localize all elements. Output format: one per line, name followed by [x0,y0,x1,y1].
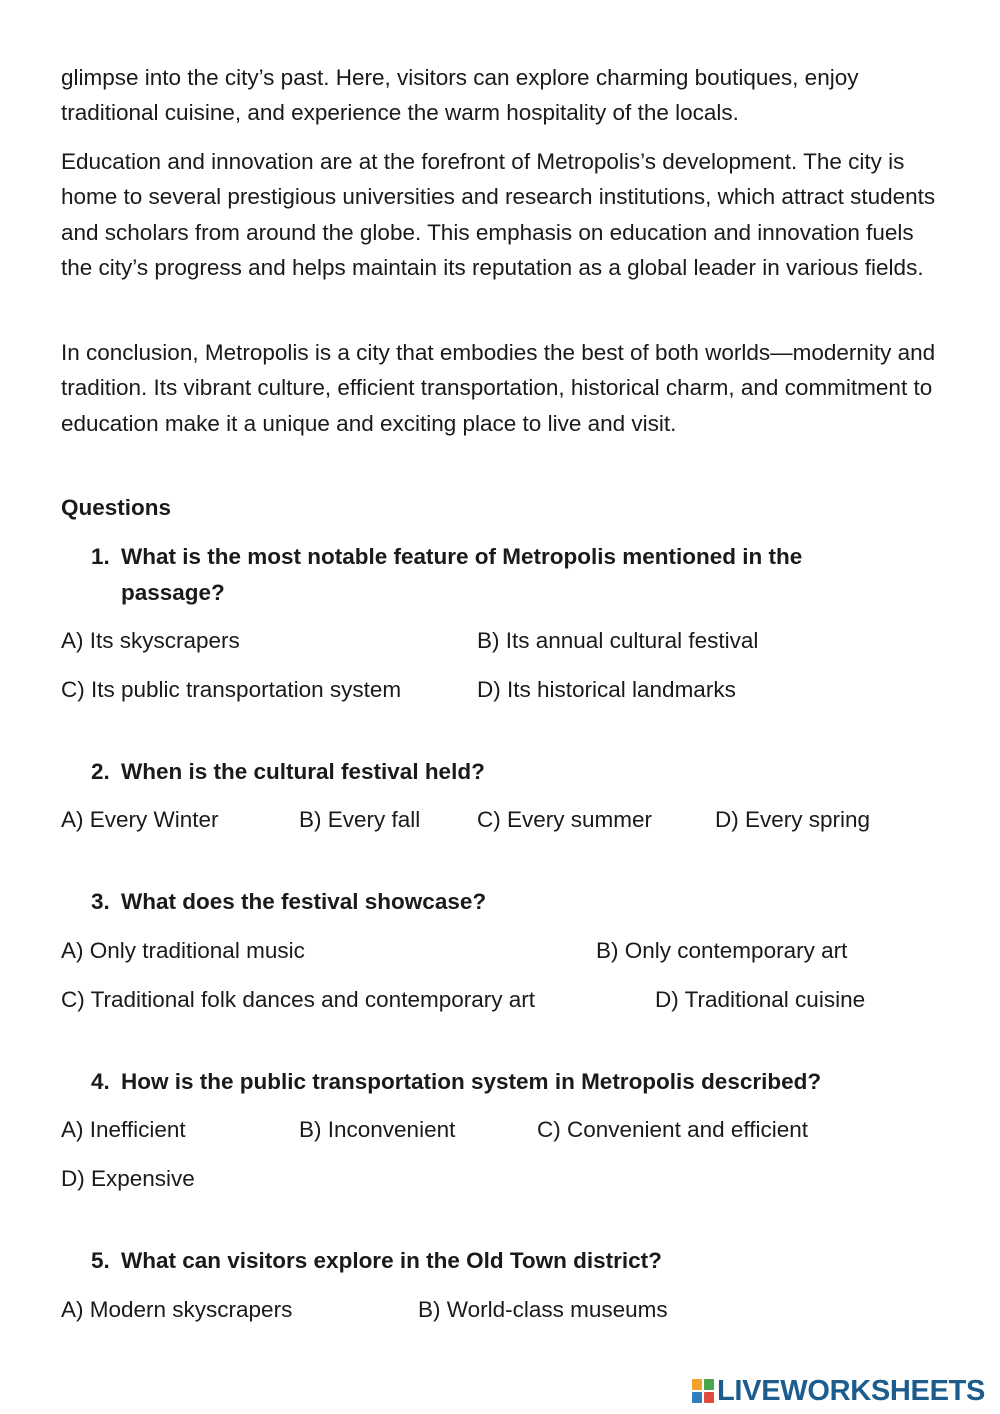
question-2-text: When is the cultural festival held? [121,759,485,784]
question-1-option-d[interactable]: D) Its historical landmarks [477,677,736,702]
passage-paragraph-2-text: Education and innovation are at the forefront of Metropolis’s development. The city is home to several prestigious universities and research institutions, which attract students and scholars from around the globe. This emphasis on education and innovation fuels the city’s progress and helps maintain its reputation as a global leader in various fields. [61,149,936,280]
question-3-option-b[interactable]: B) Only contemporary art [596,938,848,963]
question-3-number: 3. [91,889,110,914]
question-5-text: What can visitors explore in the Old Town district? [121,1248,662,1273]
question-1-text: What is the most notable feature of Metropolis mentioned in the passage? [121,544,803,605]
question-4-option-b[interactable]: B) Inconvenient [299,1117,456,1142]
passage-paragraph-2 [61,144,951,285]
question-5-option-a[interactable]: A) Modern skyscrapers [61,1297,293,1322]
question-5-number: 5. [91,1248,110,1273]
logo-tiles-icon [692,1379,714,1403]
passage-paragraph-1-text: glimpse into the city’s past. Here, visitors can explore charming boutiques, enjoy traditional cuisine, and experience the warm hospitality of the locals. [61,65,859,126]
passage-paragraph-1 [61,60,951,131]
questions-heading: Questions [61,495,172,520]
passage-paragraph-3 [61,335,951,441]
question-2-option-a[interactable]: A) Every Winter [61,807,219,832]
logo-text: LIVEWORKSHEETS [717,1375,986,1407]
passage-paragraph-3-text: In conclusion, Metropolis is a city that embodies the best of both worlds—modernity and tradition. Its vibrant culture, efficient transportation, historical charm, and commitment to education make it a unique and exciting place to live and visit. [61,340,936,436]
logo-tile [692,1379,702,1390]
question-4-text: How is the public transportation system in Metropolis described? [121,1069,822,1094]
question-4-option-d[interactable]: D) Expensive [61,1166,195,1191]
question-2-number: 2. [91,759,110,784]
question-3-option-c[interactable]: C) Traditional folk dances and contemporary art [61,987,535,1012]
question-1-option-c[interactable]: C) Its public transportation system [61,677,402,702]
logo-tile [692,1392,702,1403]
question-4-option-c[interactable]: C) Convenient and efficient [537,1117,808,1142]
liveworksheets-logo[interactable] [692,1376,985,1406]
question-3-option-d[interactable]: D) Traditional cuisine [655,987,866,1012]
logo-tile [704,1392,714,1403]
question-4-option-a[interactable]: A) Inefficient [61,1117,186,1142]
question-1-number: 1. [91,544,110,569]
question-2-option-d[interactable]: D) Every spring [715,807,871,832]
question-2-option-c[interactable]: C) Every summer [477,807,653,832]
question-1-option-a[interactable]: A) Its skyscrapers [61,628,240,653]
question-3-text: What does the festival showcase? [121,889,487,914]
logo-tile [704,1379,714,1390]
question-2-option-b[interactable]: B) Every fall [299,807,421,832]
question-1-option-b[interactable]: B) Its annual cultural festival [477,628,759,653]
question-3-option-a[interactable]: A) Only traditional music [61,938,305,963]
question-4-number: 4. [91,1069,110,1094]
question-5-option-b[interactable]: B) World-class museums [418,1297,668,1322]
